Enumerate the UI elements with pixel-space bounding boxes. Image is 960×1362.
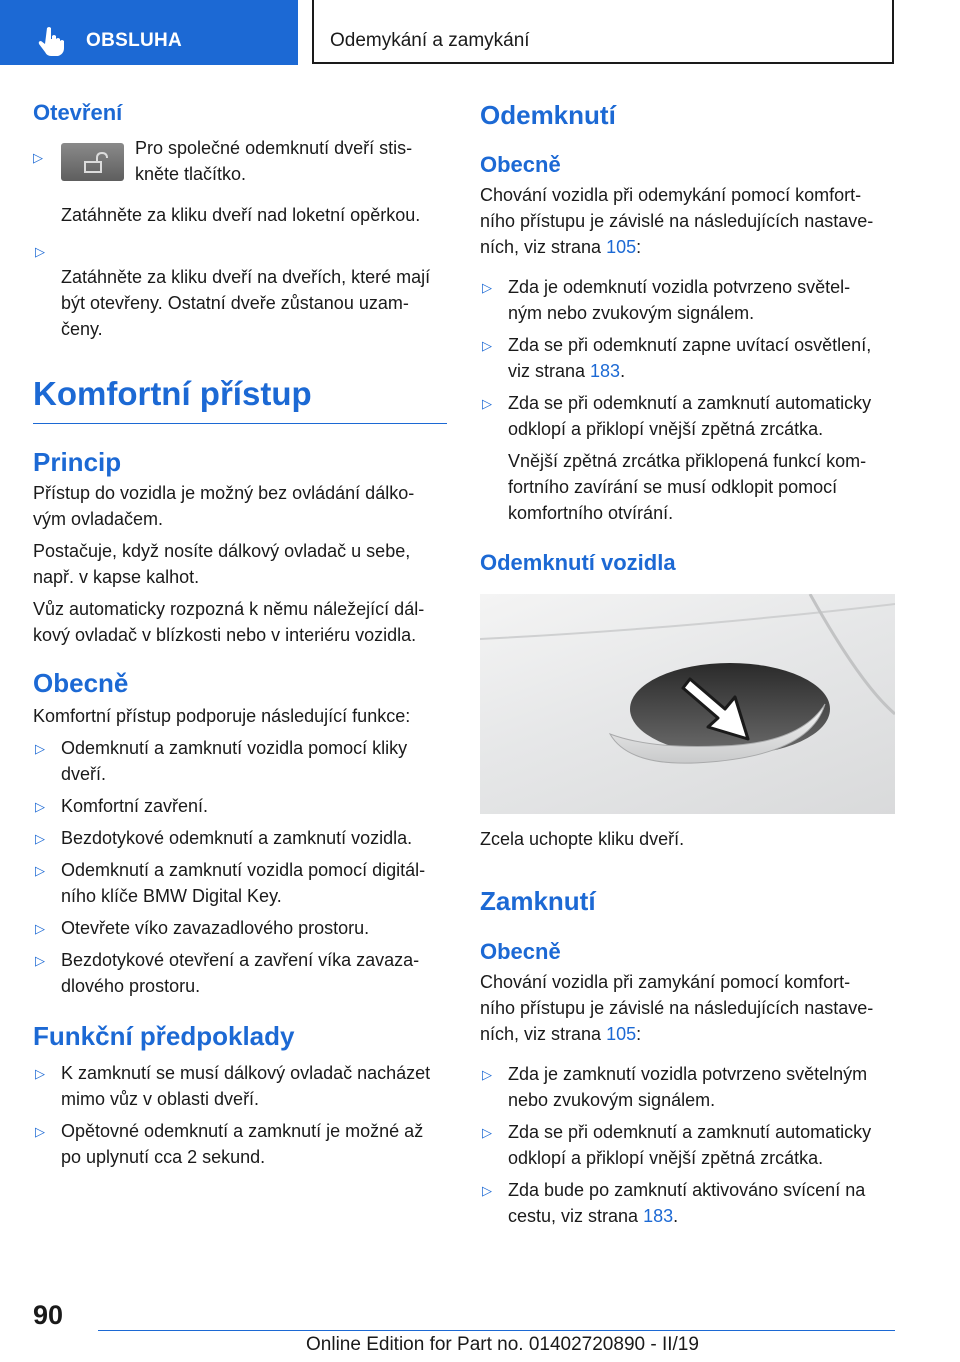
unlock-icon (61, 143, 124, 181)
door-handle-photo (480, 594, 895, 814)
section-tab[interactable] (0, 0, 298, 65)
section-tab-label: OBSLUHA (86, 30, 183, 51)
list-item-text: Opětovné odemknutí a zamknutí je možné až po uplynutí cca 2 sekund. (61, 1121, 424, 1167)
photo-caption: Zcela uchopte kliku dveří. (480, 829, 685, 849)
footer-rule (98, 1330, 895, 1331)
list-item (33, 735, 447, 787)
list-item-text: . (673, 1206, 679, 1226)
heading-obecne: Obecně (33, 668, 129, 698)
list-item-text: Zatáhněte za kliku dveří na dveřích, které mají být otevřeny. Ostatní dveře zůstanou uzam- čeny. (61, 267, 431, 339)
list-item-text: . (620, 361, 626, 381)
list-item-text: K zamknutí se musí dálkový ovladač nacházet mimo vůz v oblasti dveří. (61, 1063, 431, 1109)
triangle-bullet-icon: ▷ (35, 953, 45, 968)
triangle-bullet-icon: ▷ (482, 1183, 492, 1198)
triangle-bullet-icon: ▷ (33, 150, 43, 165)
heading-princip: Princip (33, 447, 122, 477)
page-link[interactable]: 183 (643, 1206, 674, 1226)
triangle-bullet-icon: ▷ (35, 863, 45, 878)
paragraph: Vůz automaticky rozpozná k němu náležející dál- kový ovladač v blízkosti nebo v interiéru vozidla. (33, 599, 425, 645)
unlock-settings-list (480, 274, 895, 526)
hand-pointer-icon (38, 26, 66, 56)
list-item-text: Zda se při odemknutí a zamknutí automaticky odklopí a přiklopí vnější zpětná zrcátka. (508, 393, 872, 439)
list-item-text: Zda bude po zamknutí aktivováno svícení na cestu, viz strana (508, 1180, 866, 1226)
heading-zamknuti: Zamknutí (480, 886, 596, 916)
list-item (33, 238, 447, 342)
triangle-bullet-icon: ▷ (482, 338, 492, 353)
triangle-bullet-icon: ▷ (35, 1124, 45, 1139)
page-number: 90 (33, 1300, 64, 1330)
paragraph: Komfortní přístup podporuje následující funkce: (33, 706, 411, 726)
unlock-button-image (61, 143, 124, 181)
triangle-bullet-icon: ▷ (35, 921, 45, 936)
heading-underline (33, 423, 447, 424)
triangle-bullet-icon: ▷ (482, 1125, 492, 1140)
paragraph-text: : (636, 1024, 642, 1044)
triangle-bullet-icon: ▷ (35, 831, 45, 846)
list-item (33, 1060, 447, 1112)
list-item (480, 274, 895, 326)
list-item-text: Bezdotykové otevření a zavření víka zavaza- dlového prostoru. (61, 950, 420, 996)
heading-odemknuti: Odemknutí (480, 100, 616, 130)
list-item (480, 1119, 895, 1171)
list-item-text: Zda se při odemknutí a zamknutí automaticky odklopí a přiklopí vnější zpětná zrcátka. (508, 1122, 872, 1168)
footer-edition-text: Online Edition for Part no. 01402720890 - II/19 (306, 1334, 699, 1355)
list-item-text: Odemknutí a zamknutí vozidla pomocí digitál- ního klíče BMW Digital Key. (61, 860, 426, 906)
heading-odemknuti-vozidla: Odemknutí vozidla (480, 550, 676, 575)
list-item-text: Pro společné odemknutí dveří stis- kněte tlačítko. (135, 138, 413, 184)
paragraph-text: : (636, 237, 642, 257)
triangle-bullet-icon: ▷ (35, 1066, 45, 1081)
list-item (480, 1177, 895, 1229)
page-link[interactable]: 105 (606, 1024, 637, 1044)
list-item (33, 857, 447, 909)
list-item-text: Komfortní zavření. (61, 796, 209, 816)
heading-otevreni: Otevření (33, 100, 123, 125)
heading-komfortni-pristup: Komfortní přístup (33, 375, 312, 412)
triangle-bullet-icon: ▷ (482, 280, 492, 295)
note-text: Zatáhněte za kliku dveří nad loketní opěrkou. (61, 205, 421, 225)
list-item (33, 825, 447, 851)
topic-tab-label: Odemykání a zamykání (330, 30, 530, 51)
paragraph (480, 182, 895, 260)
page-link[interactable]: 105 (606, 237, 637, 257)
heading-obecne: Obecně (480, 152, 561, 177)
list-item-text: Otevřete víko zavazadlového prostoru. (61, 918, 370, 938)
paragraph (480, 969, 895, 1047)
heading-obecne: Obecně (480, 939, 561, 964)
list-item (33, 1118, 447, 1170)
paragraph-text: Chování vozidla při odemykání pomocí komfort- ního přístupu je závislé na následujících nastave- ních, viz strana (480, 185, 874, 257)
list-item (33, 138, 447, 195)
right-column (480, 100, 895, 1229)
list-item (480, 1061, 895, 1113)
triangle-bullet-icon: ▷ (482, 396, 492, 411)
triangle-bullet-icon: ▷ (482, 1067, 492, 1082)
note-text: Vnější zpětná zrcátka přiklopená funkcí kom- fortního zavírání se musí odklopit pomocí komfortního otvírání. (508, 451, 867, 523)
list-item (480, 332, 895, 384)
paragraph: Přístup do vozidla je možný bez ovládání dálko- vým ovladačem. (33, 483, 415, 529)
list-item-text: Zda je odemknutí vozidla potvrzeno světel- ným nebo zvukovým signálem. (508, 277, 851, 323)
triangle-bullet-icon: ▷ (35, 244, 45, 259)
list-item (33, 793, 447, 819)
list-item (33, 915, 447, 941)
list-item-text: Bezdotykové odemknutí a zamknutí vozidla. (61, 828, 413, 848)
paragraph: Postačuje, když nosíte dálkový ovladač u sebe, např. v kapse kalhot. (33, 541, 411, 587)
list-item-text: Zda je zamknutí vozidla potvrzeno světelným nebo zvukovým signálem. (508, 1064, 868, 1110)
left-column (33, 100, 447, 1170)
door-handle-illustration (480, 594, 895, 814)
topic-tab (312, 0, 894, 64)
triangle-bullet-icon: ▷ (35, 741, 45, 756)
page-link[interactable]: 183 (590, 361, 621, 381)
list-item-text: Zda se při odemknutí zapne uvítací osvětlení, viz strana (508, 335, 872, 381)
heading-funkcni-predpoklady: Funkční předpoklady (33, 1021, 295, 1051)
paragraph-text: Chování vozidla při zamykání pomocí komfort- ního přístupu je závislé na následujících nastave- ních, viz strana (480, 972, 874, 1044)
triangle-bullet-icon: ▷ (35, 799, 45, 814)
list-item (33, 947, 447, 999)
requirements-list (33, 1060, 447, 1170)
list-item-text: Odemknutí a zamknutí vozidla pomocí kliky dveří. (61, 738, 408, 784)
list-item (480, 390, 895, 442)
lock-settings-list (480, 1061, 895, 1229)
feature-list (33, 735, 447, 999)
